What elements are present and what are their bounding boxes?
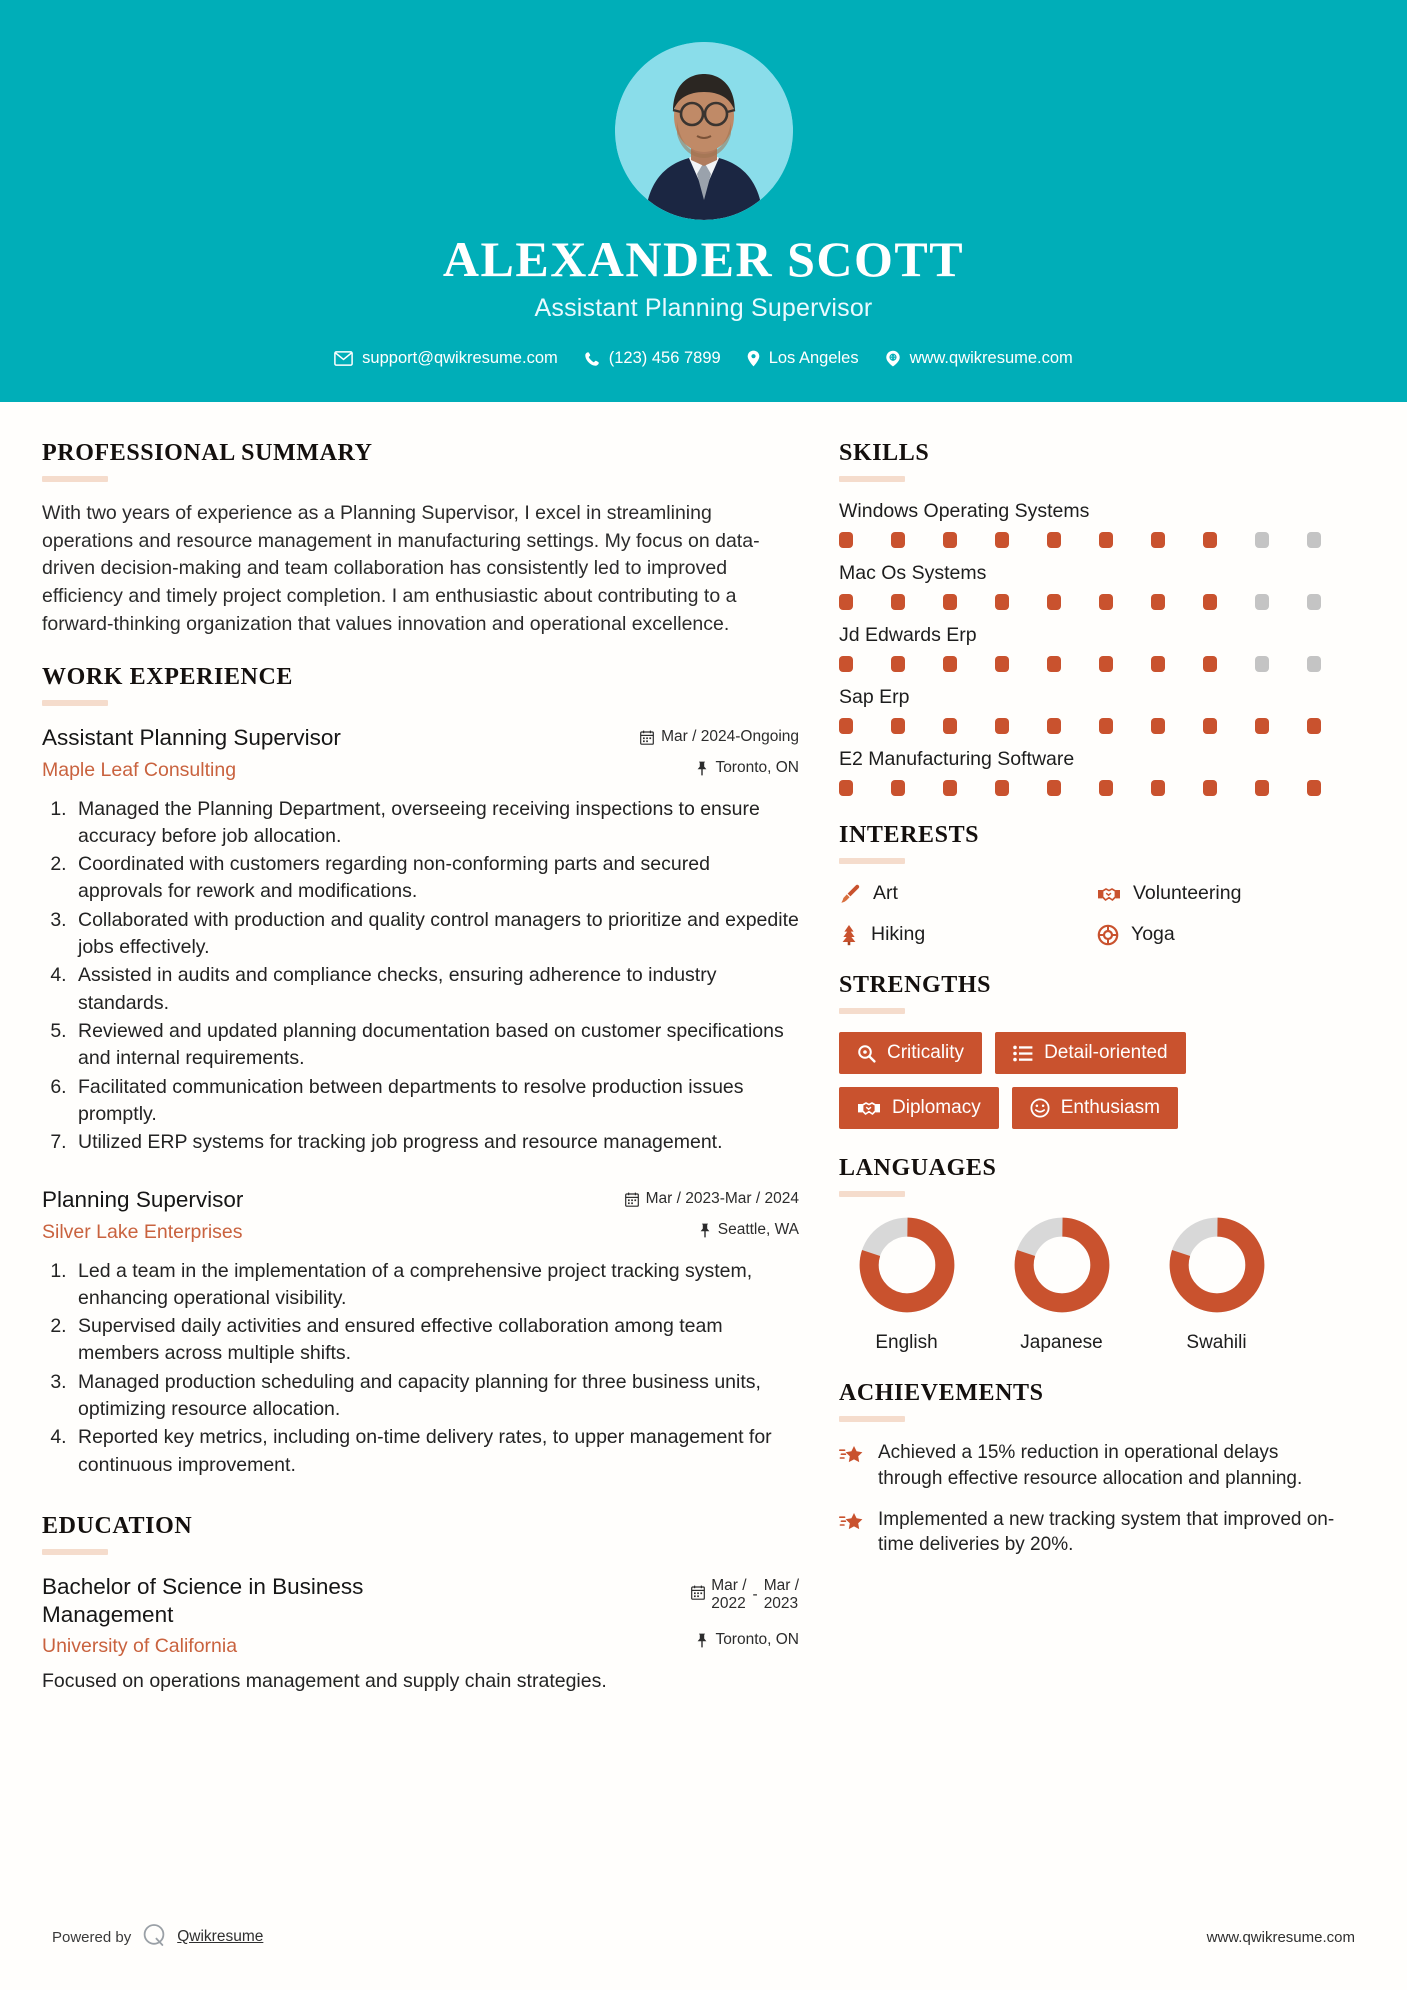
achievement-text: Achieved a 15% reduction in operational delays through effective resource allocation and planning. — [878, 1442, 1303, 1489]
skill-name: Mac Os Systems — [839, 562, 987, 584]
footer-url: www.qwikresume.com — [1206, 1928, 1355, 1946]
section-education — [42, 1513, 799, 1696]
calendar-icon — [691, 1585, 705, 1605]
interest-label: Hiking — [871, 923, 926, 945]
language-item-english — [839, 1215, 974, 1354]
work-bullet: 3. Managed production scheduling and capacity planning for three business units, optimizing resource allocation. — [72, 1369, 799, 1424]
skill-item — [839, 686, 1345, 734]
education-entry-meta — [691, 1573, 799, 1650]
work-entry — [42, 724, 799, 1156]
location-pin-icon — [747, 350, 760, 367]
work-date — [640, 728, 799, 746]
skill-item — [839, 500, 1345, 548]
section-rule — [839, 1416, 905, 1422]
magnifier-icon — [857, 1044, 876, 1063]
work-organization: Silver Lake Enterprises — [42, 1220, 243, 1243]
skill-dot — [1307, 780, 1321, 796]
skill-dot — [995, 718, 1009, 734]
interest-item-hiking — [839, 923, 1087, 946]
achievement-text: Implemented a new tracking system that improved on-time deliveries by 20%. — [878, 1508, 1335, 1556]
section-title-languages: LANGUAGES — [839, 1155, 997, 1181]
work-bullet: 4. Reported key metrics, including on-time delivery rates, to upper management for continuous improvement. — [72, 1424, 799, 1479]
strength-chip-detail-oriented[interactable] — [995, 1032, 1186, 1074]
contact-row — [0, 349, 1407, 368]
language-donut-chart — [1012, 1215, 1112, 1315]
left-column — [42, 440, 799, 1721]
skill-rating — [839, 718, 1345, 734]
handshake-icon — [1097, 884, 1121, 904]
contact-email[interactable] — [334, 349, 558, 368]
work-entry — [42, 1186, 799, 1479]
skill-dot — [1047, 780, 1061, 796]
section-title-strengths: STRENGTHS — [839, 972, 992, 998]
handshake-icon — [857, 1098, 881, 1118]
education-date-end-month: Mar / — [763, 1576, 799, 1594]
skill-dot — [1151, 656, 1165, 672]
work-date-value: Mar / 2023-Mar / 2024 — [645, 1190, 799, 1208]
work-location — [625, 1221, 799, 1239]
skill-name: Windows Operating Systems — [839, 500, 1090, 522]
skill-item — [839, 748, 1345, 796]
interest-label: Yoga — [1131, 923, 1175, 945]
skill-dot — [943, 594, 957, 610]
brand-link[interactable]: Qwikresume — [177, 1928, 264, 1945]
skill-dot — [891, 532, 905, 548]
skill-dot — [995, 656, 1009, 672]
lifebuoy-icon — [1097, 924, 1119, 946]
skill-rating — [839, 780, 1345, 796]
education-date-start — [711, 1577, 746, 1614]
skill-dot — [1047, 594, 1061, 610]
work-bullet: 5. Reviewed and updated planning documentation based on customer specifications and internal requirements. — [72, 1018, 799, 1073]
tree-icon — [839, 924, 859, 946]
section-rule — [839, 1191, 905, 1197]
resume-body — [0, 402, 1407, 1721]
skill-dot — [1151, 718, 1165, 734]
work-bullet: 2. Supervised daily activities and ensured effective collaboration among team members across multiple shifts. — [72, 1313, 799, 1368]
skill-dot — [1307, 532, 1321, 548]
job-title: Assistant Planning Supervisor — [534, 294, 873, 322]
skill-dot — [943, 718, 957, 734]
page-title: ALEXANDER SCOTT — [442, 231, 965, 287]
skill-dot — [1203, 594, 1217, 610]
section-title-summary: PROFESSIONAL SUMMARY — [42, 440, 373, 466]
skill-dot — [1099, 780, 1113, 796]
work-bullet: 2. Coordinated with customers regarding non-conforming parts and secured approvals for rework and modifications. — [72, 851, 799, 906]
skill-dot — [1099, 718, 1113, 734]
work-date — [625, 1190, 799, 1208]
powered-by-label: Powered by — [52, 1928, 132, 1946]
skill-dot — [1047, 532, 1061, 548]
skill-rating — [839, 532, 1345, 548]
star-shooting-icon — [839, 1440, 865, 1466]
work-bullet: 1. Managed the Planning Department, overseeing receiving inspections to ensure accuracy before job allocation. — [72, 796, 799, 851]
skill-dot — [1151, 532, 1165, 548]
work-entry-meta — [640, 724, 799, 777]
work-organization: Maple Leaf Consulting — [42, 758, 237, 781]
education-date-end-year: 2023 — [763, 1595, 799, 1613]
contact-phone-value: (123) 456 7899 — [608, 349, 721, 367]
work-date-value: Mar / 2024-Ongoing — [661, 728, 799, 746]
skill-dot — [1203, 718, 1217, 734]
strength-chip-criticality[interactable] — [839, 1032, 982, 1074]
skill-dot — [891, 780, 905, 796]
skill-name: Sap Erp — [839, 686, 910, 708]
work-location — [640, 759, 799, 777]
section-rule — [839, 858, 905, 864]
work-entry-left — [42, 1186, 609, 1243]
section-languages — [839, 1155, 1345, 1354]
section-rule — [42, 1549, 108, 1555]
contact-phone[interactable] — [584, 349, 721, 368]
achievement-item — [839, 1507, 1345, 1559]
skill-dot — [891, 594, 905, 610]
language-donut-chart — [857, 1215, 957, 1315]
interest-label: Art — [873, 882, 898, 904]
skill-item — [839, 562, 1345, 610]
section-title-interests: INTERESTS — [839, 822, 980, 848]
work-entry-meta — [625, 1186, 799, 1239]
skill-dot — [1255, 780, 1269, 796]
skill-dot — [943, 656, 957, 672]
interest-item-yoga — [1097, 923, 1345, 946]
skill-dot — [839, 718, 853, 734]
skill-dot — [1307, 718, 1321, 734]
contact-website[interactable] — [885, 349, 1073, 368]
skill-rating — [839, 594, 1345, 610]
strength-label: Criticality — [887, 1042, 965, 1063]
section-skills — [839, 440, 1345, 796]
section-achievements — [839, 1380, 1345, 1558]
contact-email-value: support@qwikresume.com — [362, 349, 558, 367]
strength-label: Enthusiasm — [1060, 1097, 1160, 1118]
language-label: Japanese — [1020, 1332, 1103, 1353]
strength-label: Diplomacy — [892, 1097, 981, 1118]
skill-dot — [839, 532, 853, 548]
section-rule — [42, 476, 108, 482]
strength-label: Detail-oriented — [1044, 1042, 1168, 1063]
footer — [0, 1922, 1407, 1952]
smiley-icon — [1030, 1098, 1050, 1118]
skill-dot — [1203, 656, 1217, 672]
skill-dot — [1255, 718, 1269, 734]
work-bullets — [42, 796, 799, 1157]
education-location-value: Toronto, ON — [715, 1631, 799, 1649]
work-role: Planning Supervisor — [42, 1187, 244, 1213]
skill-name: E2 Manufacturing Software — [839, 748, 1075, 770]
work-entry-header — [42, 1186, 799, 1243]
section-interests — [839, 822, 1345, 946]
skill-dot — [943, 780, 957, 796]
achievement-item — [839, 1440, 1345, 1492]
work-role: Assistant Planning Supervisor — [42, 725, 341, 751]
section-work-experience — [42, 664, 799, 1478]
skill-dot — [943, 532, 957, 548]
calendar-icon — [640, 730, 654, 745]
section-title-work: WORK EXPERIENCE — [42, 664, 294, 691]
work-location-value: Seattle, WA — [717, 1221, 799, 1239]
education-date-start-month: Mar / — [711, 1576, 747, 1594]
language-item-swahili — [1149, 1215, 1284, 1354]
star-shooting-icon — [839, 1507, 865, 1533]
section-strengths — [839, 972, 1345, 1129]
skill-dot — [1099, 532, 1113, 548]
pushpin-icon — [696, 761, 708, 776]
summary-text: With two years of experience as a Planning Supervisor, I excel in streamlining operations and resource management in manufacturing settings. My focus on data-driven decision-making and team collaboration has consistently led to improved efficiency and timely project completion. I am enthusiastic about contributing to a forward-thinking organization that values innovation and operational excellence. — [42, 502, 760, 635]
section-rule — [42, 700, 108, 706]
work-bullets — [42, 1258, 799, 1479]
skill-dot — [839, 656, 853, 672]
pushpin-icon — [699, 1223, 711, 1238]
interest-label: Volunteering — [1133, 882, 1242, 904]
skill-dot — [995, 594, 1009, 610]
work-location-value: Toronto, ON — [715, 759, 799, 777]
profile-photo-icon — [615, 42, 793, 220]
right-column — [839, 440, 1345, 1584]
education-date-end — [764, 1577, 799, 1614]
section-title-skills: SKILLS — [839, 440, 930, 466]
education-degree: Bachelor of Science in Business Management — [42, 1573, 364, 1628]
skill-name: Jd Edwards Erp — [839, 624, 977, 646]
paintbrush-icon — [839, 883, 861, 905]
language-label: English — [875, 1332, 938, 1353]
education-date-separator: - — [752, 1586, 758, 1604]
skill-dot — [839, 594, 853, 610]
work-bullet: 7. Utilized ERP systems for tracking job progress and resource management. — [72, 1129, 799, 1156]
language-item-japanese — [994, 1215, 1129, 1354]
skill-dot — [891, 718, 905, 734]
section-professional-summary — [42, 440, 799, 638]
avatar — [615, 42, 793, 220]
skill-dot — [891, 656, 905, 672]
q-logo-icon — [141, 1922, 167, 1952]
education-date — [691, 1577, 799, 1614]
work-entry-left — [42, 724, 624, 781]
skill-rating — [839, 656, 1345, 672]
skill-dot — [1255, 656, 1269, 672]
work-bullet: 6. Facilitated communication between departments to resolve production issues promptly. — [72, 1074, 799, 1129]
skill-dot — [1099, 656, 1113, 672]
skill-dot — [1047, 656, 1061, 672]
education-description: Focused on operations management and supply chain strategies. — [42, 1670, 607, 1693]
strength-chip-enthusiasm[interactable] — [1012, 1087, 1178, 1129]
section-title-education: EDUCATION — [42, 1512, 193, 1539]
skill-dot — [1255, 532, 1269, 548]
skill-dot — [1203, 780, 1217, 796]
education-entry — [42, 1573, 799, 1696]
skill-dot — [1203, 532, 1217, 548]
globe-icon — [885, 350, 901, 367]
skill-dot — [1151, 594, 1165, 610]
skill-dot — [1151, 780, 1165, 796]
interest-item-art — [839, 882, 1087, 905]
phone-icon — [584, 351, 600, 367]
skill-dot — [1255, 594, 1269, 610]
envelope-icon — [334, 351, 353, 366]
skill-dot — [1307, 594, 1321, 610]
skill-dot — [1307, 656, 1321, 672]
skill-dot — [1099, 594, 1113, 610]
skill-item — [839, 624, 1345, 672]
skill-dot — [995, 532, 1009, 548]
strength-chip-diplomacy[interactable] — [839, 1087, 999, 1129]
education-entry-left — [42, 1573, 472, 1658]
section-rule — [839, 1008, 905, 1014]
resume-header — [0, 0, 1407, 402]
section-title-achievements: ACHIEVEMENTS — [839, 1380, 1044, 1406]
education-date-start-year: 2022 — [711, 1595, 746, 1613]
skill-dot — [995, 780, 1009, 796]
contact-website-value: www.qwikresume.com — [909, 349, 1073, 367]
contact-location-value: Los Angeles — [768, 349, 859, 367]
contact-location[interactable] — [747, 349, 859, 368]
skill-dot — [839, 780, 853, 796]
section-rule — [839, 476, 905, 482]
work-bullet: 3. Collaborated with production and quality control managers to prioritize and expedite jobs effectively. — [72, 907, 799, 962]
calendar-icon — [625, 1192, 639, 1207]
language-list — [839, 1215, 1345, 1354]
work-entry-header — [42, 724, 799, 781]
education-entry-header — [42, 1573, 799, 1658]
pushpin-icon — [696, 1633, 708, 1648]
language-label: Swahili — [1186, 1332, 1247, 1353]
language-donut-chart — [1167, 1215, 1267, 1315]
work-bullet: 4. Assisted in audits and compliance checks, ensuring adherence to industry standards. — [72, 962, 799, 1017]
list-icon — [1013, 1045, 1033, 1062]
interest-item-volunteering — [1097, 882, 1345, 905]
work-bullet: 1. Led a team in the implementation of a comprehensive project tracking system, enhancing operational visibility. — [72, 1258, 799, 1313]
skill-dot — [1047, 718, 1061, 734]
powered-by — [52, 1922, 263, 1952]
strength-list — [839, 1032, 1345, 1129]
interest-list — [839, 882, 1345, 946]
education-location — [691, 1631, 799, 1649]
education-school: University of California — [42, 1635, 238, 1658]
